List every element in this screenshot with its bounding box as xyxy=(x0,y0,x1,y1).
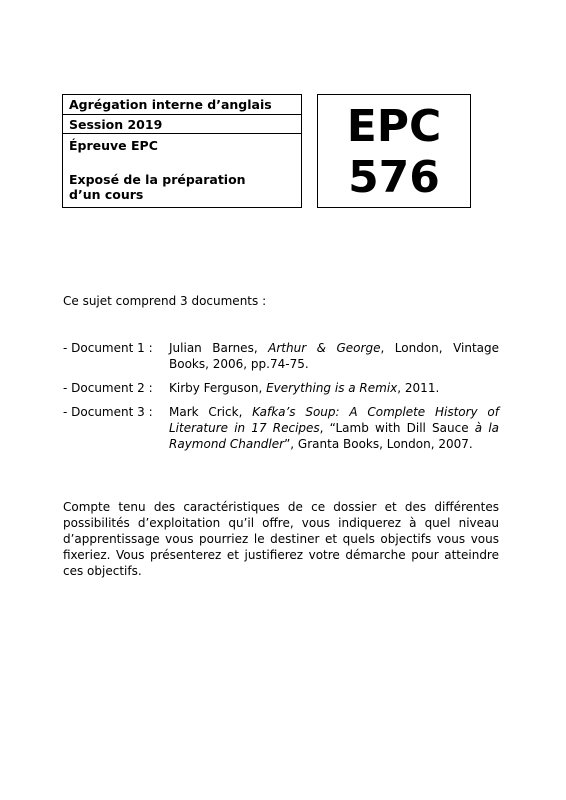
exam-part: Épreuve EPC xyxy=(69,138,158,153)
exam-description xyxy=(63,172,301,202)
doc-subtitle: , “Lamb with Dill Sauce xyxy=(319,421,475,435)
document-item xyxy=(63,404,499,452)
instructions-paragraph: Compte tenu des caractéristiques de ce dossier et des différentes possibilités d’exploitation qu’il offre, vous indiquerez à quel niveau d’apprentissage vous pourriez le destiner et quels objectifs vous vous fixeriez. Vous présenterez et justifierez votre démarche pour atteindre ces objectifs. xyxy=(63,500,499,578)
document-label: - Document 1 : xyxy=(63,341,153,355)
subject-code-box xyxy=(317,94,471,208)
intro-text: Ce sujet comprend 3 documents : xyxy=(63,294,267,308)
subject-code-label: EPC xyxy=(346,101,442,152)
doc-author: Mark Crick, xyxy=(169,405,253,419)
doc-title: Kafka’s Soup: A Complete History of Literature in 17 Recipes xyxy=(169,405,499,435)
document-label: - Document 2 : xyxy=(63,381,153,395)
doc-details: , London, Vintage Books, 2006, pp.74-75. xyxy=(169,341,500,371)
doc-author: Julian Barnes, xyxy=(169,341,269,355)
doc-title: Arthur & George xyxy=(268,341,381,355)
document-citation xyxy=(169,380,499,396)
doc-subtitle-italic: à la Raymond Chandler xyxy=(169,421,500,451)
exam-description-line1: Exposé de la préparation xyxy=(69,172,246,187)
document-item xyxy=(63,340,499,372)
doc-details: ”, Granta Books, London, 2007. xyxy=(284,437,473,451)
doc-author: Kirby Ferguson, xyxy=(169,381,267,395)
document-citation xyxy=(169,340,499,372)
document-citation xyxy=(169,404,499,452)
exam-session: Session 2019 xyxy=(63,115,301,134)
exam-title: Agrégation interne d’anglais xyxy=(63,95,301,115)
document-label: - Document 3 : xyxy=(63,405,153,419)
document-list xyxy=(63,340,499,460)
document-item xyxy=(63,380,499,396)
exam-info-box xyxy=(62,94,302,208)
exam-description-line2: d’un cours xyxy=(69,187,144,202)
doc-details: , 2011. xyxy=(397,381,440,395)
doc-title: Everything is a Remix xyxy=(266,381,398,395)
subject-code-number: 576 xyxy=(348,152,440,203)
